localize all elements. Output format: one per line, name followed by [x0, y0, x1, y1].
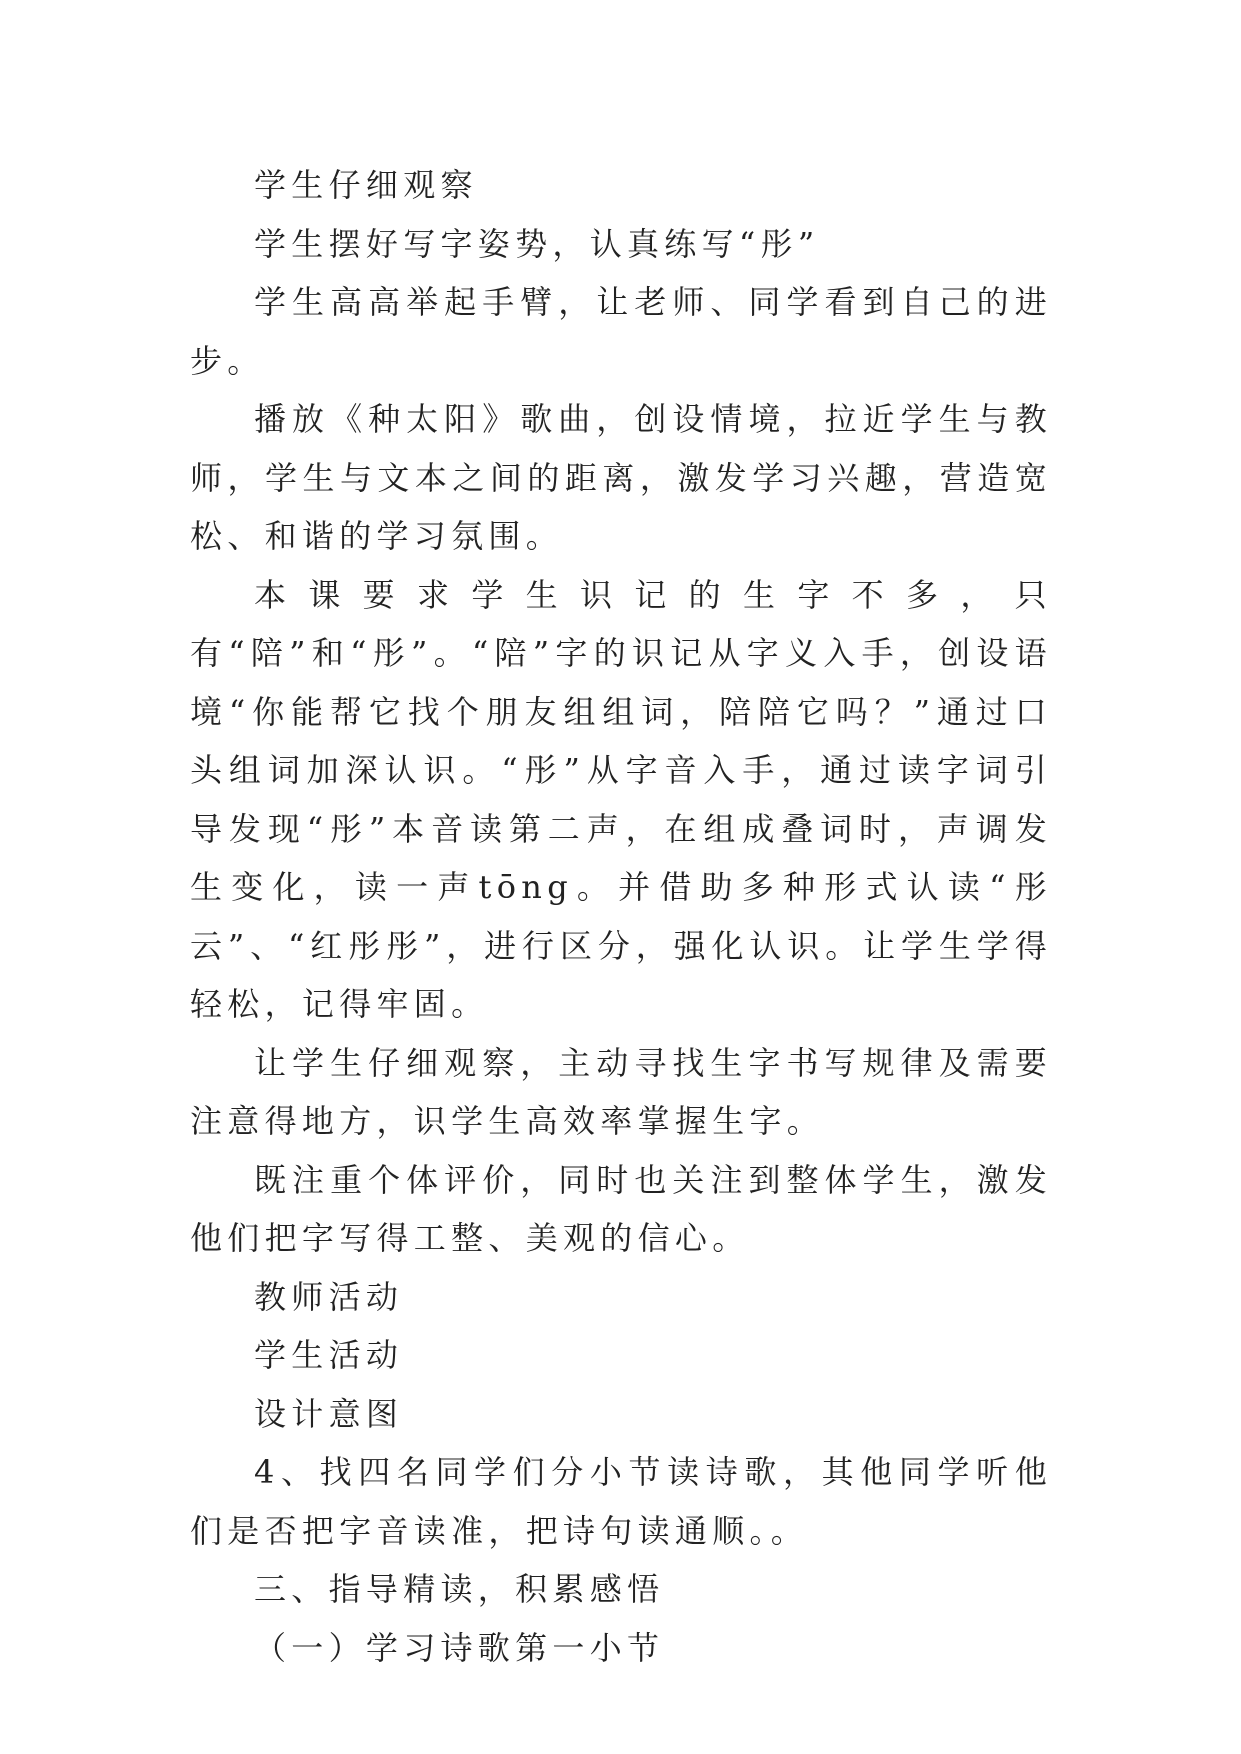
- paragraph-observe: 学生仔细观察: [254, 166, 478, 204]
- paragraph-writing-posture: 学生摆好写字姿势，认真练写“彤”: [254, 224, 820, 263]
- paragraph-group-reading: 4、找四名同学们分小节读诗歌，其他同学听他们是否把字音读准，把诗句读通顺。。: [190, 1453, 1052, 1550]
- paragraph-writing-rules: 让学生仔细观察，主动寻找生字书写规律及需要注意得地方，识学生高效率掌握生字。: [190, 1043, 1052, 1140]
- document-body: [190, 156, 1052, 1677]
- section-heading-3: 三、指导精读，积累感悟: [254, 1570, 665, 1608]
- paragraph-design-intent: 设计意图: [254, 1394, 404, 1433]
- paragraph-student-activity: 学生活动: [254, 1336, 404, 1374]
- paragraph-song: 播放《种太阳》歌曲，创设情境，拉近学生与教师，学生与文本之间的距离，激发学习兴趣，营造宽松、和谐的学习氛围。: [190, 400, 1052, 555]
- subsection-heading-1: （一）学习诗歌第一小节: [254, 1628, 665, 1667]
- paragraph-teacher-activity: 教师活动: [254, 1277, 404, 1316]
- paragraph-raise-arms: 学生高高举起手臂，让老师、同学看到自己的进步。: [190, 283, 1052, 380]
- paragraph-new-characters: 本课要求学生识记的生字不多，只有“陪”和“彤”。“陪”字的识记从字义入手，创设语境“你能帮它找个朋友组组词，陪陪它吗？”通过口头组词加深认识。“彤”从字音入手，通过读字词引导发现“彤”本音读第二声，在组成叠词时，声调发生变化，读一声tōng。并借助多种形式认读“彤云”、“红彤彤”，进行区分，强化认识。让学生学得轻松，记得牢固。: [190, 575, 1052, 1023]
- paragraph-evaluation: 既注重个体评价，同时也关注到整体学生，激发他们把字写得工整、美观的信心。: [190, 1160, 1052, 1257]
